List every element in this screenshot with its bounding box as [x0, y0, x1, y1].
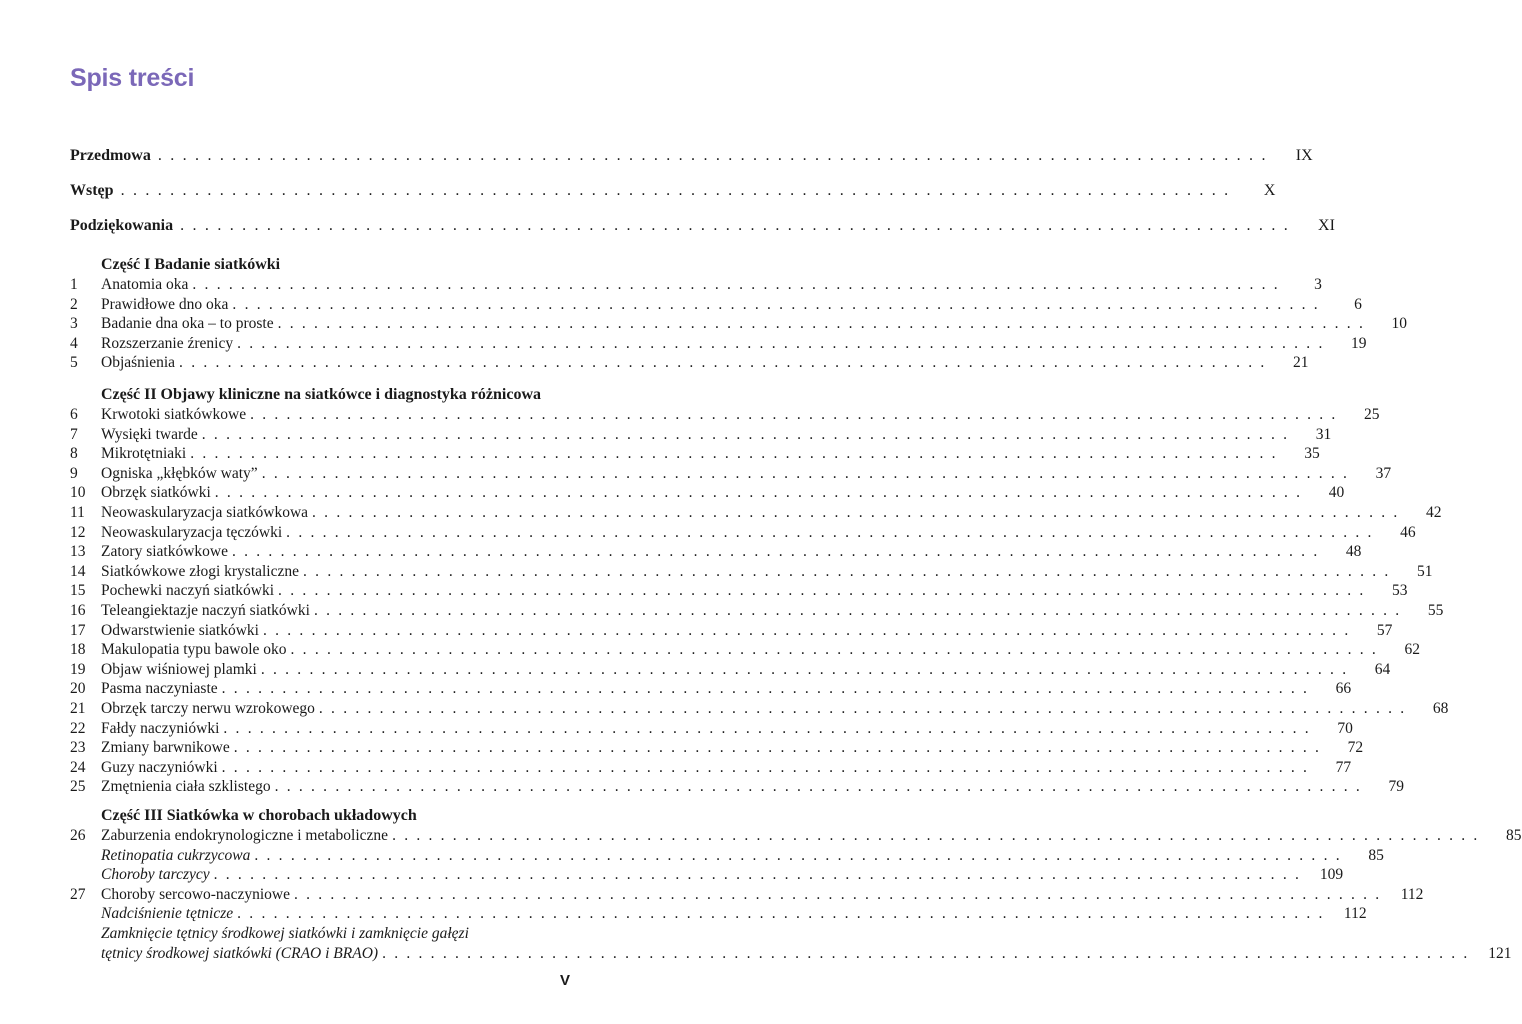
- entry-title: Siatkówkowe złogi krystaliczne: [101, 562, 300, 580]
- entry-number: 20: [70, 680, 86, 698]
- toc-subentry[interactable]: [70, 865, 1344, 885]
- toc-entry[interactable]: [70, 738, 1364, 758]
- toc-entry[interactable]: [70, 601, 1444, 621]
- entry-body: [101, 924, 1512, 963]
- leader-dots: [192, 275, 1279, 295]
- leader-dots: [158, 146, 1268, 166]
- entry-title: Prawidłowe dno oka: [101, 295, 229, 313]
- part-heading: Część II Objawy kliniczne na siatkówce i diagnostyka różnicowa: [101, 386, 541, 403]
- toc-entry[interactable]: [70, 826, 1522, 846]
- toc-entry[interactable]: [70, 581, 1408, 601]
- entry-title: Makulopatia typu bawole oko: [101, 641, 287, 659]
- entry-title: Teleangiektazje naczyń siatkówki: [101, 601, 310, 619]
- entry-title: Zmiany barwnikowe: [101, 739, 230, 757]
- entry-number: 15: [70, 582, 86, 600]
- entry-page: 57: [1376, 621, 1393, 639]
- entry-number: 14: [70, 562, 86, 580]
- entry-number: 8: [70, 445, 78, 463]
- toc-front-entry[interactable]: [70, 216, 1335, 251]
- entry-page: 42: [1425, 503, 1442, 521]
- entry-page: 25: [1364, 406, 1380, 423]
- entry-title: Anatomia oka: [101, 276, 189, 293]
- entry-title: tętnicy środkowej siatkówki (CRAO i BRAO): [101, 944, 379, 962]
- entry-page: 66: [1335, 680, 1352, 698]
- entry-title: Podziękowania: [70, 217, 174, 234]
- entry-title: Wysięki twarde: [101, 425, 198, 443]
- entry-title: Odwarstwienie siatkówki: [101, 621, 259, 639]
- entry-title: Zamknięcie tętnicy środkowej siatkówki i zamknięcie gałęzi: [101, 924, 469, 942]
- entry-title: Wstęp: [70, 182, 114, 199]
- leader-dots: [232, 295, 1319, 315]
- entry-number: 18: [70, 641, 86, 659]
- toc-entry[interactable]: [70, 719, 1353, 739]
- toc-subentry[interactable]: [70, 924, 1512, 963]
- leader-dots: [237, 334, 1324, 354]
- leader-dots: [392, 826, 1479, 846]
- entry-title: Zaburzenia endokrynologiczne i metaboliczne: [101, 827, 389, 844]
- toc-entry[interactable]: [70, 542, 1362, 562]
- entry-number: 24: [70, 758, 86, 776]
- toc-entry[interactable]: [70, 405, 1380, 425]
- leader-dots: [190, 444, 1277, 464]
- entry-title: Guzy naczyniówki: [101, 758, 218, 776]
- entry-number: 19: [70, 660, 86, 678]
- leader-dots: [234, 738, 1321, 758]
- leader-dots: [202, 425, 1289, 445]
- entry-number: 6: [70, 406, 78, 423]
- toc-entry[interactable]: [70, 314, 1408, 334]
- toc-entry[interactable]: [70, 483, 1345, 503]
- toc-entry[interactable]: [70, 523, 1416, 543]
- part-heading: Część I Badanie siatkówki: [101, 256, 281, 273]
- entry-number: 4: [70, 334, 78, 352]
- toc-part: [70, 385, 1449, 797]
- entry-number: 2: [70, 295, 78, 313]
- entry-title: Fałdy naczyniówki: [101, 719, 220, 737]
- entry-title: Choroby tarczycy: [101, 866, 210, 884]
- entry-number: 13: [70, 543, 86, 561]
- entry-number: 11: [70, 503, 85, 521]
- toc-entry[interactable]: [70, 679, 1352, 699]
- leader-dots: [275, 777, 1362, 797]
- toc-entry[interactable]: [70, 562, 1433, 582]
- entry-number: 21: [70, 699, 86, 717]
- leader-dots: [222, 679, 1309, 699]
- entry-page: 112: [1400, 885, 1424, 903]
- leader-dots: [291, 640, 1378, 660]
- toc-entry[interactable]: [70, 353, 1309, 373]
- entry-page: 48: [1345, 543, 1362, 561]
- entry-title: Neowaskularyzacja siatkówkowa: [101, 503, 309, 521]
- entry-title: Ogniska „kłębków waty”: [101, 464, 258, 482]
- leader-dots: [262, 464, 1349, 484]
- toc-entry[interactable]: [70, 640, 1420, 660]
- leader-dots: [312, 503, 1399, 523]
- entry-page: 72: [1347, 739, 1364, 757]
- entry-title: Pasma naczyniaste: [101, 680, 218, 698]
- leader-dots: [250, 405, 1337, 425]
- toc-entry[interactable]: [70, 503, 1442, 523]
- entry-page: 112: [1343, 905, 1367, 923]
- toc-front-entry[interactable]: [70, 146, 1313, 181]
- leader-dots: [294, 885, 1381, 905]
- leader-dots: [286, 523, 1373, 543]
- toc-front-entry[interactable]: [70, 181, 1276, 216]
- entry-title: Badanie dna oka – to proste: [101, 315, 274, 333]
- leader-dots: [278, 314, 1365, 334]
- toc-part: [70, 255, 1408, 373]
- entry-page: 46: [1400, 523, 1416, 541]
- toc-entry[interactable]: [70, 334, 1367, 354]
- entry-page: 6: [1354, 295, 1362, 313]
- entry-page: 68: [1432, 699, 1449, 717]
- entry-page: X: [1263, 182, 1276, 199]
- toc-subentry[interactable]: [70, 904, 1367, 924]
- entry-page: 85: [1368, 846, 1384, 864]
- leader-dots: [278, 581, 1365, 601]
- entry-page: 53: [1391, 582, 1408, 600]
- entry-title: Zmętnienia ciała szklistego: [101, 778, 271, 796]
- leader-dots: [223, 719, 1310, 739]
- entry-title: Mikrotętniaki: [101, 445, 187, 463]
- toc-entry[interactable]: [70, 275, 1322, 295]
- page-title: Spis treści: [70, 64, 195, 92]
- entry-title: Nadciśnienie tętnicze: [101, 905, 234, 923]
- entry-title-continued: [101, 944, 1512, 964]
- entry-page: 35: [1304, 445, 1320, 463]
- entry-number: 17: [70, 621, 86, 639]
- leader-dots: [263, 621, 1350, 641]
- entry-page: 85: [1506, 827, 1522, 844]
- leader-dots: [121, 181, 1231, 201]
- entry-page: 62: [1404, 641, 1420, 659]
- entry-number: 25: [70, 778, 86, 796]
- entry-number: 12: [70, 523, 86, 541]
- entry-title: Krwotoki siatkówkowe: [101, 406, 247, 423]
- toc-entry[interactable]: [70, 295, 1362, 315]
- entry-page: 19: [1351, 334, 1367, 352]
- leader-dots: [214, 865, 1301, 885]
- toc-entry[interactable]: [70, 758, 1352, 778]
- entry-number: 5: [70, 354, 78, 372]
- entry-title: Neowaskularyzacja tęczówki: [101, 523, 283, 541]
- leader-dots: [222, 758, 1309, 778]
- entry-number: 23: [70, 739, 86, 757]
- entry-title: Zatory siatkówkowe: [101, 543, 228, 561]
- entry-page: 40: [1328, 484, 1345, 502]
- leader-dots: [215, 483, 1302, 503]
- leader-dots: [314, 601, 1401, 621]
- toc-entry[interactable]: [70, 885, 1424, 905]
- toc-subentry[interactable]: [70, 846, 1384, 866]
- entry-title: Pochewki naczyń siatkówki: [101, 582, 275, 600]
- toc-entry[interactable]: [70, 425, 1332, 445]
- entry-page: 79: [1388, 778, 1405, 796]
- entry-title: Objaśnienia: [101, 354, 176, 372]
- entry-number: 3: [70, 315, 78, 333]
- entry-number: 1: [70, 276, 78, 293]
- entry-page: 21: [1292, 354, 1309, 372]
- entry-page: 64: [1374, 660, 1391, 678]
- entry-number: 27: [70, 885, 86, 903]
- toc-entry[interactable]: [70, 621, 1393, 641]
- entry-page: 121: [1488, 944, 1512, 962]
- leader-dots: [303, 562, 1390, 582]
- entry-page: XI: [1318, 217, 1335, 234]
- entry-title: Objaw wiśniowej plamki: [101, 660, 257, 678]
- leader-dots: [382, 944, 1469, 964]
- entry-page: 10: [1391, 315, 1408, 333]
- entry-title: Obrzęk siatkówki: [101, 484, 211, 502]
- entry-title: Choroby sercowo-naczyniowe: [101, 885, 290, 903]
- entry-page: 37: [1375, 464, 1392, 482]
- entry-number: 7: [70, 425, 78, 443]
- page-number: V: [559, 972, 570, 989]
- leader-dots: [319, 699, 1406, 719]
- toc-part: [70, 806, 1522, 963]
- entry-title: Przedmowa: [70, 147, 151, 164]
- entry-number: 22: [70, 719, 86, 737]
- toc-entry[interactable]: [70, 699, 1449, 719]
- entry-number: 26: [70, 827, 86, 844]
- toc-entry[interactable]: [70, 660, 1391, 680]
- front-matter: [70, 146, 1335, 251]
- leader-dots: [261, 660, 1348, 680]
- entry-number: 16: [70, 601, 86, 619]
- entry-page: 51: [1416, 562, 1433, 580]
- leader-dots: [254, 846, 1341, 866]
- entry-number: 9: [70, 464, 78, 482]
- entry-title: Rozszerzanie źrenicy: [101, 334, 234, 352]
- entry-title: Obrzęk tarczy nerwu wzrokowego: [101, 699, 315, 717]
- toc-entry[interactable]: [70, 777, 1405, 797]
- entry-page: IX: [1295, 147, 1313, 164]
- leader-dots: [180, 216, 1290, 236]
- entry-page: 3: [1314, 276, 1322, 293]
- entry-page: 55: [1427, 601, 1444, 619]
- toc-entry[interactable]: [70, 444, 1320, 464]
- leader-dots: [179, 353, 1266, 373]
- entry-title: Retinopatia cukrzycowa: [101, 846, 251, 864]
- entry-page: 109: [1319, 866, 1344, 884]
- leader-dots: [232, 542, 1319, 562]
- leader-dots: [237, 904, 1324, 924]
- entry-number: 10: [70, 484, 86, 502]
- entry-page: 70: [1337, 719, 1353, 737]
- entry-page: 77: [1335, 758, 1352, 776]
- toc-entry[interactable]: [70, 464, 1392, 484]
- entry-page: 31: [1315, 425, 1332, 443]
- part-heading: Część III Siatkówka w chorobach układowych: [101, 807, 417, 824]
